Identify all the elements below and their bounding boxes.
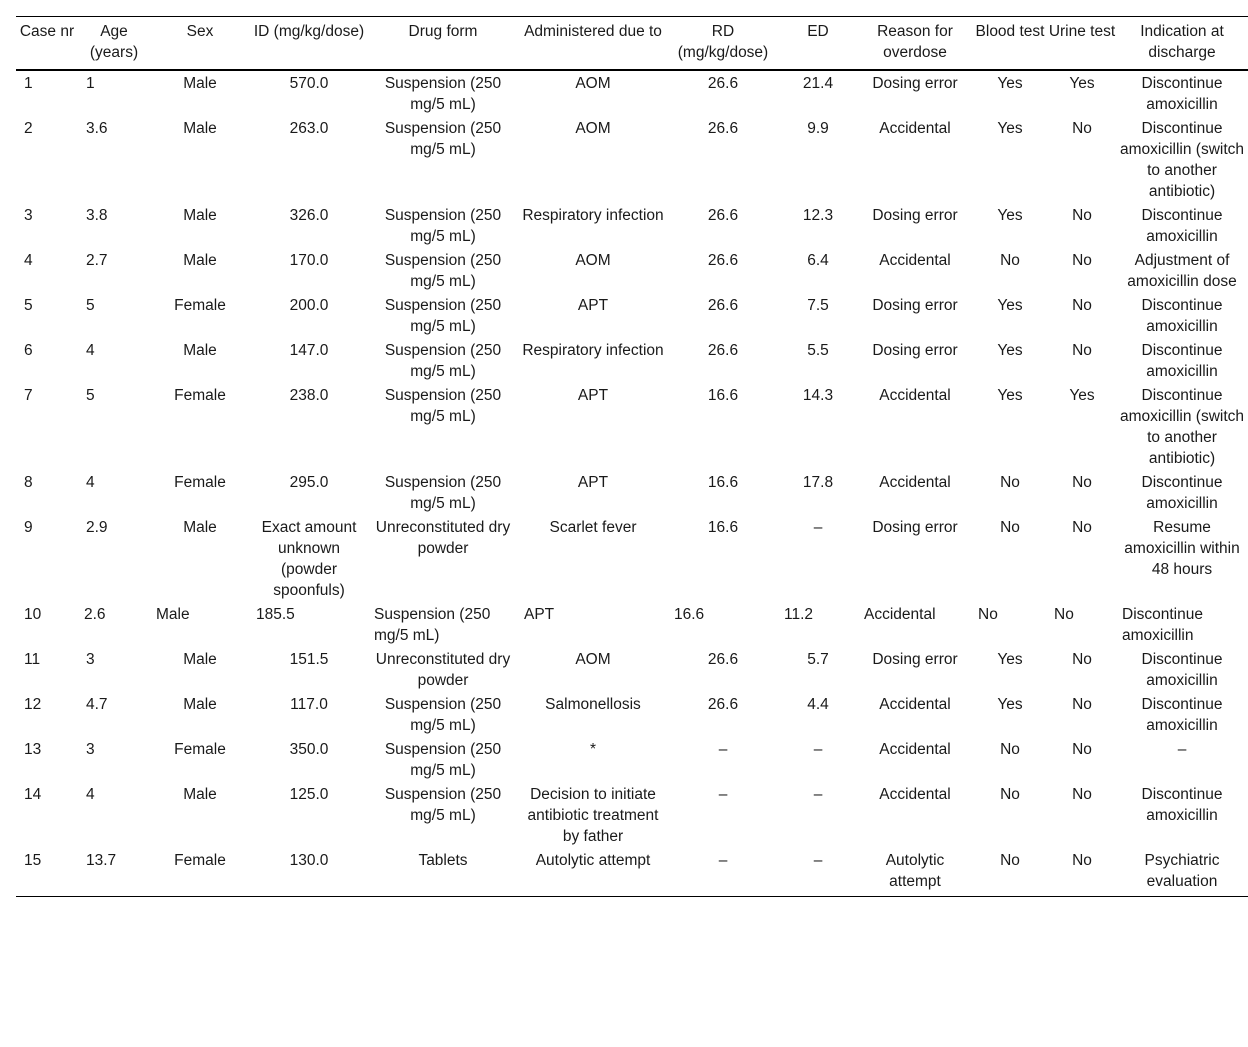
cell-urine-test: No [1072, 786, 1092, 803]
cell-administered-due-to: APT [524, 606, 555, 623]
cell-drug-form: Suspension (250 mg/5 mL) [374, 606, 491, 644]
cell-age: 4 [86, 786, 95, 803]
cell-age: 2.7 [86, 252, 108, 269]
col-header-id: ID (mg/kg/dose) [253, 23, 365, 40]
table-body [16, 70, 1248, 897]
cell-reason: Dosing error [872, 519, 958, 536]
cell-case-nr: 3 [24, 207, 33, 224]
table-row [16, 70, 1248, 116]
cell-administered-due-to: Scarlet fever [549, 519, 637, 536]
cell-ed: 17.8 [802, 474, 834, 491]
cell-age: 4 [86, 342, 95, 359]
cell-age: 4.7 [86, 696, 108, 713]
cell-drug-form: Suspension (250 mg/5 mL) [384, 207, 502, 245]
cell-administered-due-to: * [589, 741, 597, 758]
cell-indication: Discontinue amoxicillin (switch to another antibiotic) [1119, 387, 1245, 467]
cell-reason: Accidental [864, 606, 936, 623]
cell-urine-test: No [1072, 120, 1092, 137]
cell-indication: Discontinue amoxicillin [1141, 651, 1223, 689]
header-row [16, 17, 1248, 71]
cell-case-nr: 12 [24, 696, 42, 713]
cell-reason: Dosing error [872, 75, 958, 92]
cell-reason: Dosing error [872, 297, 958, 314]
cell-rd: 26.6 [707, 342, 739, 359]
cell-blood-test: No [1000, 252, 1020, 269]
cell-urine-test: Yes [1069, 75, 1095, 92]
cell-sex: Female [174, 297, 226, 314]
cell-sex: Female [174, 474, 226, 491]
cell-administered-due-to: APT [577, 297, 609, 314]
cell-case-nr: 14 [24, 786, 42, 803]
col-header-administered-due-to: Administered due to [524, 23, 662, 40]
cell-ed: 5.7 [807, 651, 829, 668]
cell-case-nr: 15 [24, 852, 42, 869]
cell-indication: Discontinue amoxicillin [1141, 474, 1223, 512]
cell-drug-form: Suspension (250 mg/5 mL) [384, 297, 502, 335]
col-header-urine-test: Urine test [1048, 23, 1116, 40]
cell-blood-test: No [1000, 852, 1020, 869]
cell-drug-form: Unreconstituted dry powder [375, 651, 511, 689]
col-header-rd: RD (mg/kg/dose) [677, 23, 769, 61]
col-header-case-nr: Case nr [19, 23, 75, 40]
col-header-indication: Indication at discharge [1140, 23, 1224, 61]
cell-administered-due-to: AOM [575, 252, 611, 269]
table-row [16, 647, 1248, 692]
table-row [16, 848, 1248, 897]
cell-blood-test: Yes [997, 387, 1023, 404]
cell-drug-form: Tablets [418, 852, 468, 869]
cell-indication: Discontinue amoxicillin [1141, 207, 1223, 245]
cell-urine-test: No [1054, 606, 1074, 623]
cell-id-dose: 295.0 [289, 474, 329, 491]
cell-case-nr: 4 [24, 252, 33, 269]
cell-sex: Female [174, 387, 226, 404]
cell-urine-test: No [1072, 474, 1092, 491]
cell-indication: Discontinue amoxicillin [1141, 342, 1223, 380]
col-header-age: Age (years) [89, 23, 139, 61]
table-row [16, 383, 1248, 470]
cell-age: 3 [86, 741, 95, 758]
cell-rd: 26.6 [707, 120, 739, 137]
cell-drug-form: Suspension (250 mg/5 mL) [384, 387, 502, 425]
table-row [16, 602, 1248, 647]
cell-id-dose: 263.0 [289, 120, 329, 137]
cell-age: 1 [86, 75, 95, 92]
cell-age: 2.6 [84, 606, 106, 623]
cell-sex: Female [174, 852, 226, 869]
cell-urine-test: No [1072, 651, 1092, 668]
cell-administered-due-to: AOM [575, 120, 611, 137]
cell-blood-test: Yes [997, 120, 1023, 137]
cell-case-nr: 2 [24, 120, 33, 137]
cell-reason: Accidental [879, 387, 951, 404]
cell-blood-test: No [1000, 741, 1020, 758]
cell-rd: 16.6 [707, 519, 739, 536]
cell-indication: Discontinue amoxicillin [1122, 606, 1203, 644]
cell-urine-test: No [1072, 297, 1092, 314]
cell-ed: 6.4 [807, 252, 829, 269]
table-row [16, 470, 1248, 515]
cell-age: 3.6 [86, 120, 108, 137]
cell-rd: – [718, 741, 728, 758]
cell-reason: Dosing error [872, 207, 958, 224]
cell-id-dose: 147.0 [289, 342, 329, 359]
cell-rd: – [718, 786, 728, 803]
cell-ed: – [813, 519, 823, 536]
cell-case-nr: 13 [24, 741, 42, 758]
cell-blood-test: Yes [997, 651, 1023, 668]
cell-urine-test: No [1072, 852, 1092, 869]
col-header-reason: Reason for overdose [877, 23, 953, 61]
cell-id-dose: 185.5 [256, 606, 295, 623]
cell-age: 3.8 [86, 207, 108, 224]
cell-id-dose: 151.5 [289, 651, 329, 668]
cell-age: 5 [86, 297, 95, 314]
cell-administered-due-to: Autolytic attempt [535, 852, 651, 869]
cell-urine-test: Yes [1069, 387, 1095, 404]
cell-ed: 11.2 [784, 606, 814, 623]
cell-indication: Psychiatric evaluation [1144, 852, 1220, 890]
cell-urine-test: No [1072, 342, 1092, 359]
cell-drug-form: Suspension (250 mg/5 mL) [384, 252, 502, 290]
cell-rd: 16.6 [707, 474, 739, 491]
cell-blood-test: Yes [997, 342, 1023, 359]
col-header-blood-test: Blood test [975, 23, 1045, 40]
cell-id-dose: 125.0 [289, 786, 329, 803]
cell-administered-due-to: Respiratory infection [522, 207, 664, 224]
cell-reason: Accidental [879, 741, 951, 758]
cell-reason: Accidental [879, 696, 951, 713]
table-row [16, 737, 1248, 782]
cell-age: 5 [86, 387, 95, 404]
cell-indication: Discontinue amoxicillin (switch to another antibiotic) [1119, 120, 1245, 200]
cell-ed: 9.9 [807, 120, 829, 137]
table-row [16, 515, 1248, 602]
cell-case-nr: 8 [24, 474, 33, 491]
cell-rd: 26.6 [707, 297, 739, 314]
cell-ed: – [813, 786, 823, 803]
cell-rd: 16.6 [707, 387, 739, 404]
cell-indication: Discontinue amoxicillin [1141, 696, 1223, 734]
table-row [16, 293, 1248, 338]
cell-sex: Male [183, 651, 217, 668]
cell-administered-due-to: AOM [575, 651, 611, 668]
cell-rd: 16.6 [674, 606, 705, 623]
cell-administered-due-to: APT [577, 474, 609, 491]
cell-ed: 5.5 [807, 342, 829, 359]
cell-drug-form: Suspension (250 mg/5 mL) [384, 786, 502, 824]
cell-case-nr: 9 [24, 519, 33, 536]
cell-blood-test: No [1000, 474, 1020, 491]
cell-indication: Discontinue amoxicillin [1141, 786, 1223, 824]
cell-blood-test: No [978, 606, 998, 623]
cell-ed: – [813, 852, 823, 869]
cell-age: 2.9 [86, 519, 108, 536]
cell-drug-form: Suspension (250 mg/5 mL) [384, 696, 502, 734]
cell-blood-test: No [1000, 786, 1020, 803]
col-header-sex: Sex [186, 23, 214, 40]
cell-id-dose: 326.0 [289, 207, 329, 224]
cell-administered-due-to: APT [577, 387, 609, 404]
cell-drug-form: Suspension (250 mg/5 mL) [384, 474, 502, 512]
cell-sex: Male [183, 786, 217, 803]
cell-rd: – [718, 852, 728, 869]
cell-sex: Male [156, 606, 190, 623]
cell-blood-test: No [1000, 519, 1020, 536]
cell-ed: 7.5 [807, 297, 829, 314]
cell-blood-test: Yes [997, 297, 1023, 314]
cell-indication: Discontinue amoxicillin [1141, 297, 1223, 335]
cell-case-nr: 11 [24, 651, 41, 668]
cell-indication: Adjustment of amoxicillin dose [1127, 252, 1237, 290]
cell-ed: 21.4 [802, 75, 834, 92]
cell-id-dose: 350.0 [289, 741, 329, 758]
cell-rd: 26.6 [707, 696, 739, 713]
cell-administered-due-to: Respiratory infection [522, 342, 664, 359]
cell-sex: Male [183, 120, 217, 137]
cell-blood-test: Yes [997, 696, 1023, 713]
cell-urine-test: No [1072, 696, 1092, 713]
cell-sex: Male [183, 342, 217, 359]
cell-ed: 12.3 [802, 207, 834, 224]
cell-id-dose: 130.0 [289, 852, 329, 869]
cell-urine-test: No [1072, 519, 1092, 536]
table-row [16, 782, 1248, 848]
cell-case-nr: 5 [24, 297, 33, 314]
table-row [16, 203, 1248, 248]
cell-sex: Male [183, 696, 217, 713]
cell-drug-form: Unreconstituted dry powder [375, 519, 511, 557]
cell-reason: Dosing error [872, 342, 958, 359]
cell-reason: Accidental [879, 474, 951, 491]
cell-case-nr: 7 [24, 387, 33, 404]
cell-ed: – [813, 741, 823, 758]
cell-rd: 26.6 [707, 75, 739, 92]
cell-case-nr: 6 [24, 342, 33, 359]
cell-urine-test: No [1072, 207, 1092, 224]
cell-rd: 26.6 [707, 252, 739, 269]
cell-indication: – [1177, 741, 1187, 758]
cell-reason: Autolytic attempt [885, 852, 945, 890]
cell-sex: Male [183, 75, 217, 92]
cell-drug-form: Suspension (250 mg/5 mL) [384, 741, 502, 779]
cell-reason: Accidental [879, 120, 951, 137]
cell-age: 13.7 [86, 852, 117, 869]
cell-rd: 26.6 [707, 651, 739, 668]
cell-id-dose: 238.0 [289, 387, 329, 404]
cell-drug-form: Suspension (250 mg/5 mL) [384, 120, 502, 158]
cell-case-nr: 1 [24, 75, 33, 92]
table-row [16, 338, 1248, 383]
cell-reason: Dosing error [872, 651, 958, 668]
cell-id-dose: 117.0 [290, 696, 328, 713]
cell-administered-due-to: Decision to initiate antibiotic treatment by father [527, 786, 659, 845]
cell-blood-test: Yes [997, 207, 1023, 224]
table-row [16, 248, 1248, 293]
cell-sex: Male [183, 519, 217, 536]
cell-reason: Accidental [879, 786, 951, 803]
cell-urine-test: No [1072, 741, 1092, 758]
cell-age: 4 [86, 474, 95, 491]
data-table [16, 16, 1248, 897]
col-header-ed: ED [807, 23, 829, 40]
cell-id-dose: 200.0 [289, 297, 329, 314]
cell-id-dose: 570.0 [289, 75, 329, 92]
cell-id-dose: Exact amount unknown (powder spoonfuls) [261, 519, 357, 599]
cell-reason: Accidental [879, 252, 951, 269]
cell-drug-form: Suspension (250 mg/5 mL) [384, 75, 502, 113]
cell-ed: 14.3 [802, 387, 834, 404]
cell-id-dose: 170.0 [289, 252, 329, 269]
cell-administered-due-to: AOM [575, 75, 611, 92]
cell-urine-test: No [1072, 252, 1092, 269]
cell-case-nr: 10 [24, 606, 42, 623]
cell-age: 3 [86, 651, 95, 668]
cell-sex: Male [183, 252, 217, 269]
col-header-drug-form: Drug form [408, 23, 478, 40]
cell-sex: Female [174, 741, 226, 758]
cell-blood-test: Yes [997, 75, 1023, 92]
cell-sex: Male [183, 207, 217, 224]
cell-rd: 26.6 [707, 207, 739, 224]
table-row [16, 116, 1248, 203]
table-row [16, 692, 1248, 737]
cell-administered-due-to: Salmonellosis [545, 696, 641, 713]
cell-ed: 4.4 [807, 696, 829, 713]
cell-indication: Resume amoxicillin within 48 hours [1124, 519, 1240, 578]
cell-indication: Discontinue amoxicillin [1141, 75, 1223, 113]
cell-drug-form: Suspension (250 mg/5 mL) [384, 342, 502, 380]
